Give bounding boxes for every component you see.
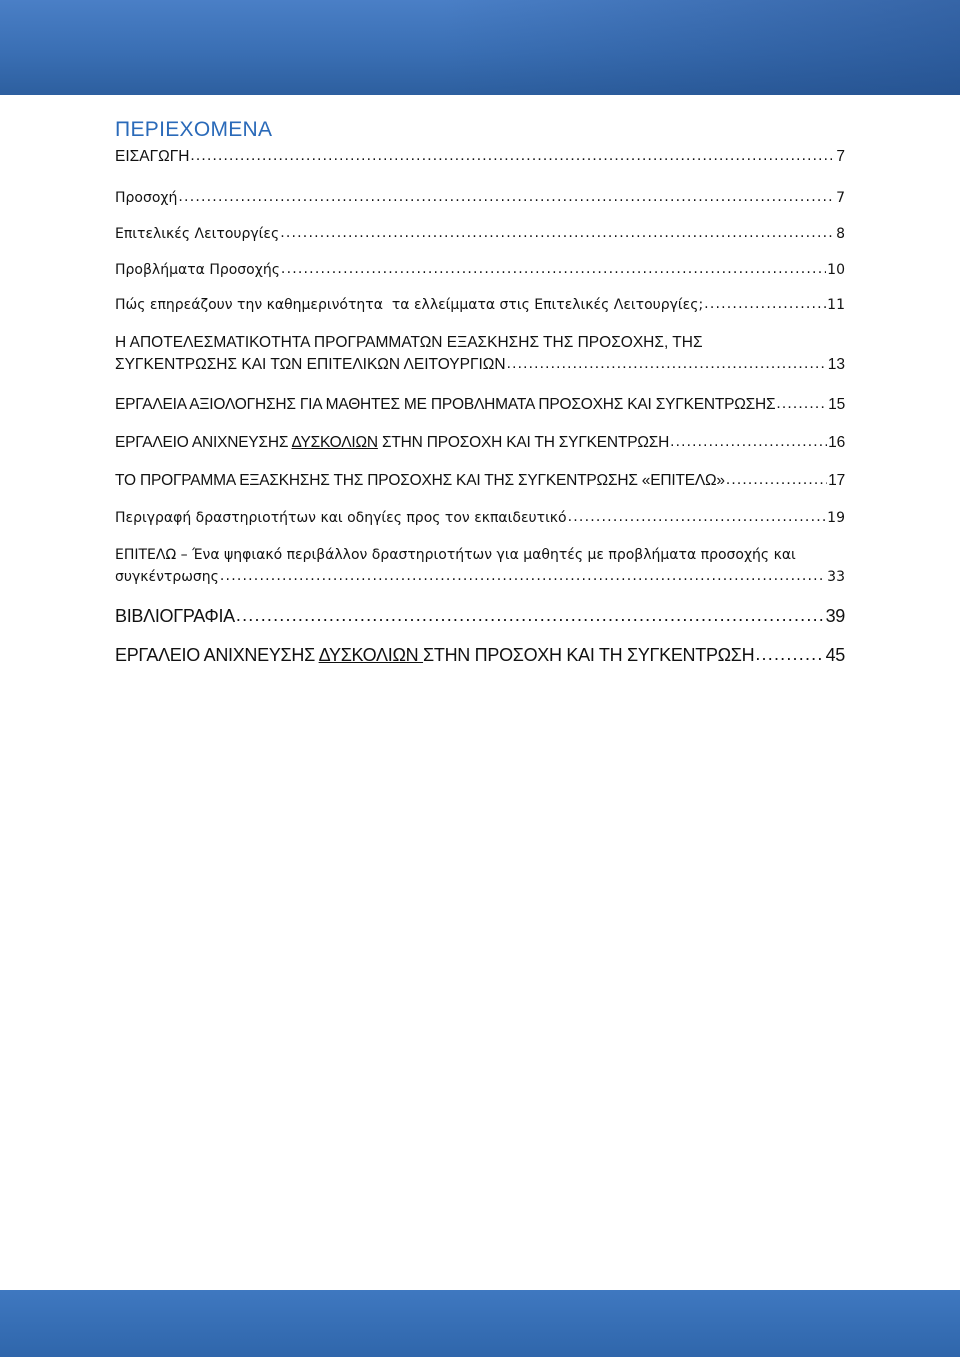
toc-entry-label: Πώς επηρεάζουν την καθημερινότητα τα ελλείμματα στις Επιτελικές Λειτουργίες; — [115, 297, 704, 313]
toc-entry-label-line1: Η ΑΠΟΤΕΛΕΣΜΑΤΙΚΟΤΗΤΑ ΠΡΟΓΡΑΜΜΑΤΩΝ ΕΞΑΣΚΗΣΗΣ ΤΗΣ ΠΡΟΣΟΧΗΣ, ΤΗΣ — [115, 334, 703, 351]
toc-entry-page: 17 — [828, 472, 845, 489]
toc-leader — [190, 147, 835, 165]
toc-entry-label-line2: συγκέντρωσης — [115, 569, 219, 585]
toc-leader — [776, 395, 827, 413]
toc-entry-label: Περιγραφή δραστηριοτήτων και οδηγίες προς τον εκπαιδευτικό — [115, 510, 567, 526]
toc-leader — [755, 644, 824, 665]
toc-entry[interactable] — [115, 190, 845, 206]
toc-entry[interactable] — [115, 645, 845, 666]
toc-entry-row — [115, 354, 845, 376]
toc-leader — [704, 296, 826, 312]
toc-entry[interactable] — [115, 332, 845, 376]
toc-entry[interactable] — [115, 396, 845, 414]
toc-entry[interactable] — [115, 297, 845, 313]
toc-entry[interactable] — [115, 262, 845, 278]
toc-entry-label: ΕΙΣΑΓΩΓΗ — [115, 148, 190, 165]
toc-leader — [236, 605, 825, 626]
toc-entry-page: 33 — [827, 569, 845, 585]
toc-entry-page: 7 — [836, 190, 845, 206]
toc-leader — [726, 471, 827, 489]
toc-leader — [178, 189, 835, 205]
toc-entry[interactable] — [115, 148, 845, 173]
toc-entry-page: 39 — [825, 606, 845, 626]
toc-entry-label: Επιτελικές Λειτουργίες — [115, 226, 280, 242]
toc-entry-label: ΤΟ ΠΡΟΓΡΑΜΜΑ ΕΞΑΣΚΗΣΗΣ ΤΗΣ ΠΡΟΣΟΧΗΣ ΚΑΙ ΤΗΣ ΣΥΓΚΕΝΤΡΩΣΗΣ «ΕΠΙΤΕΛΩ» — [115, 472, 725, 489]
toc-leader — [220, 565, 826, 587]
toc-entry-page: 15 — [828, 396, 845, 413]
toc-entry-label-line1: ΕΠΙΤΕΛΩ – Ένα ψηφιακό περιβάλλον δραστηριοτήτων για μαθητές με προβλήματα προσοχής και — [115, 547, 796, 563]
toc-entry-page: 16 — [828, 434, 845, 451]
footer-band — [0, 1290, 960, 1357]
toc-entry[interactable] — [115, 472, 845, 490]
toc-entry[interactable] — [115, 510, 845, 526]
toc-entry-label-part: ΕΡΓΑΛΕΙΟ ΑΝΙΧΝΕΥΣΗΣ — [115, 645, 319, 665]
toc-entry-row — [115, 566, 845, 588]
toc-leader — [568, 509, 827, 525]
toc-entry[interactable] — [115, 226, 845, 242]
table-of-contents — [115, 116, 845, 666]
toc-entry[interactable] — [115, 434, 845, 452]
toc-entry-label-line2: ΣΥΓΚΕΝΤΡΩΣΗΣ ΚΑΙ ΤΩΝ ΕΠΙΤΕΛΙΚΩΝ ΛΕΙΤΟΥΡΓΙΩΝ — [115, 356, 506, 373]
toc-entry-label-part: ΣΤΗΝ ΠΡΟΣΟΧΗ ΚΑΙ ΤΗ ΣΥΓΚΕΝΤΡΩΣΗ — [423, 645, 755, 665]
toc-entry-label-part: ΕΡΓΑΛΕΙΟ ΑΝΙΧΝΕΥΣΗΣ — [115, 434, 292, 451]
toc-entry[interactable] — [115, 606, 845, 627]
toc-entry-label: ΕΡΓΑΛΕΙΑ ΑΞΙΟΛΟΓΗΣΗΣ ΓΙΑ ΜΑΘΗΤΕΣ ΜΕ ΠΡΟΒΛΗΜΑΤΑ ΠΡΟΣΟΧΗΣ ΚΑΙ ΣΥΓΚΕΝΤΡΩΣΗΣ — [115, 396, 776, 413]
toc-entry-page: 8 — [836, 226, 845, 242]
toc-entry-page: 45 — [825, 645, 845, 665]
toc-entry-label: Προσοχή — [115, 190, 178, 206]
toc-entry-label — [115, 434, 669, 452]
toc-entry-page: 19 — [827, 510, 845, 526]
toc-entry-label-underlined: ΔΥΣΚΟΛΙΩΝ — [318, 645, 424, 665]
toc-entry-label — [115, 645, 754, 666]
toc-entry-label-part: ΣΤΗΝ ΠΡΟΣΟΧΗ ΚΑΙ ΤΗ ΣΥΓΚΕΝΤΡΩΣΗ — [377, 434, 670, 451]
toc-entry-page: 13 — [827, 356, 845, 373]
toc-entry-label: Προβλήματα Προσοχής — [115, 262, 280, 278]
toc-entry-label: ΒΙΒΛΙΟΓΡΑΦΙΑ — [115, 606, 235, 626]
toc-leader — [507, 353, 827, 375]
toc-entry-page: 11 — [827, 297, 845, 313]
toc-entry-page: 10 — [827, 262, 845, 278]
toc-leader — [280, 225, 835, 241]
toc-leader — [670, 433, 827, 451]
toc-leader — [281, 261, 826, 277]
toc-title: ΠΕΡΙΕΧΟΜΕΝΑ — [115, 118, 273, 141]
toc-entry-label-underlined: ΔΥΣΚΟΛΙΩΝ — [291, 434, 378, 451]
toc-entry[interactable] — [115, 544, 845, 588]
toc-entry-page: 7 — [836, 148, 845, 165]
header-band — [0, 0, 960, 95]
